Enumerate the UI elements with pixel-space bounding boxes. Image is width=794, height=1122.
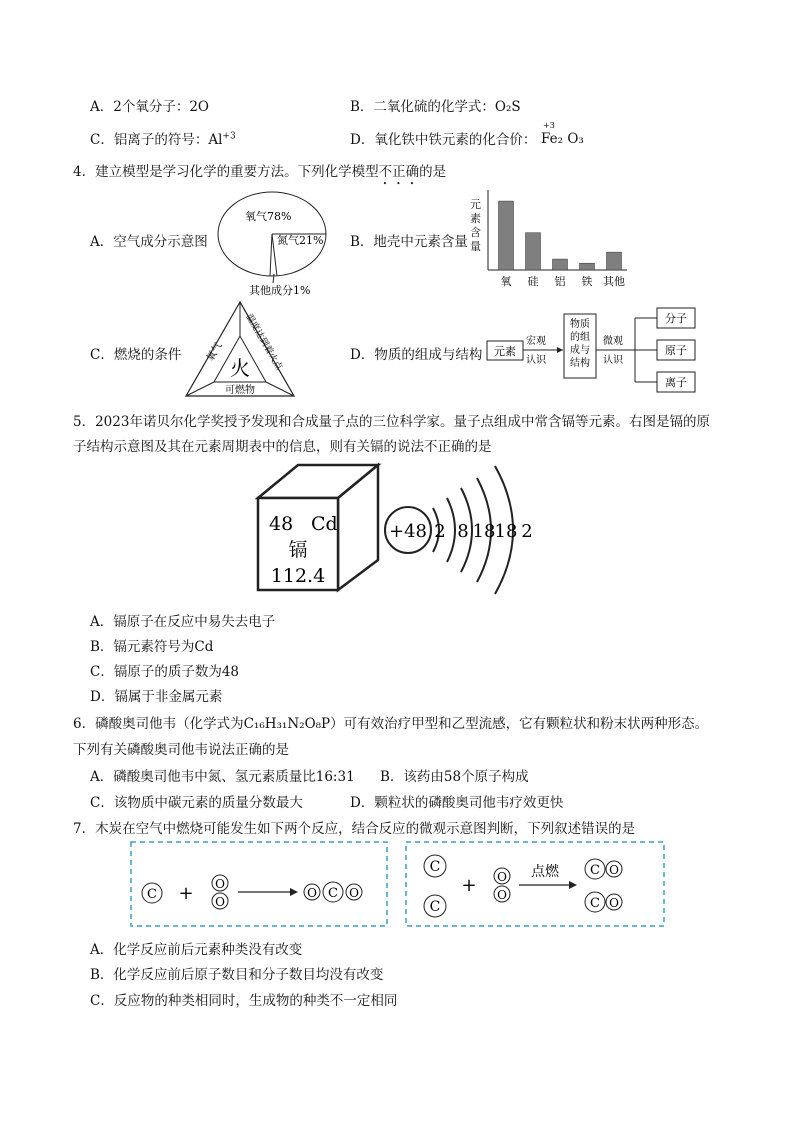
bar-tick-oxygen: 氧 bbox=[500, 275, 512, 288]
q6-stem-prefix: 6．磷酸奥司他韦（化学式为 bbox=[73, 716, 244, 732]
q6-stem-line2: 下列有关磷酸奥司他韦说法正确的是 bbox=[73, 742, 289, 758]
q4-stem-b: 的是 bbox=[419, 164, 447, 180]
q4-stem-a: 4．建立模型是学习化学的重要方法。下列化学模型 bbox=[73, 164, 379, 180]
r1-product-carbon-label: C bbox=[328, 886, 338, 901]
r1-oxygen-label-bottom: O bbox=[215, 895, 225, 909]
q3-option-c bbox=[90, 128, 236, 148]
box-molecule-label: 分子 bbox=[665, 312, 687, 325]
micro-text-1: 微观 bbox=[603, 336, 623, 347]
macro-text-1: 宏观 bbox=[526, 336, 546, 347]
bar-silicon bbox=[526, 233, 541, 270]
pie-label-nitrogen: 氮气21% bbox=[277, 234, 324, 247]
bar-aluminum bbox=[553, 259, 568, 270]
center-line-1: 物质 bbox=[570, 319, 590, 330]
bar-tick-aluminum: 铝 bbox=[554, 275, 566, 288]
r2-oxygen-label-top: O bbox=[497, 870, 507, 884]
shell-count-1: 2 bbox=[434, 521, 446, 542]
q5-option-a: A．镉原子在反应中易失去电子 bbox=[90, 614, 276, 630]
shell-count-2: 8 bbox=[457, 521, 469, 542]
q5-option-c: C．镉原子的质子数为48 bbox=[90, 664, 240, 680]
r1-product-oxygen-right-label: O bbox=[349, 886, 359, 900]
r2-oxygen-label-bottom: O bbox=[497, 888, 507, 902]
r1-carbon-label: C bbox=[147, 887, 157, 902]
shell-count-3: 18 bbox=[472, 521, 496, 542]
q4-stem-emph: 不正确 bbox=[378, 164, 420, 180]
q7-option-b: B．化学反应前后原子数目和分子数目均没有改变 bbox=[90, 967, 384, 983]
air-pie-chart bbox=[215, 190, 345, 300]
q3-option-d-sup: +3 bbox=[543, 121, 555, 130]
q5-option-b: B．镉元素符号为Cd bbox=[90, 639, 214, 655]
q6-option-a: A．磷酸奥司他韦中氮、氢元素质量比16:31 bbox=[90, 769, 355, 785]
macro-text-2: 认识 bbox=[526, 355, 546, 366]
q3-option-c-formula: Al bbox=[208, 132, 223, 148]
q6-option-c: C．该物质中碳元素的质量分数最大 bbox=[90, 795, 303, 811]
cell-atomic-number: 48 bbox=[269, 513, 294, 535]
fire-side-bottom: 可燃物 bbox=[225, 385, 255, 396]
cell-name: 镉 bbox=[288, 539, 308, 561]
r2-condition: 点燃 bbox=[531, 864, 559, 880]
q3-option-c-sup: +3 bbox=[222, 131, 236, 142]
cell-symbol: Cd bbox=[311, 513, 338, 535]
bar-oxygen bbox=[499, 201, 514, 270]
r2-carbon-label-top: C bbox=[429, 859, 441, 875]
q5-stem-line2: 子结构示意图及其在元素周期表中的信息，则有关镉的说法不正确的是 bbox=[73, 439, 492, 455]
nucleus-charge: +48 bbox=[389, 521, 427, 542]
q3-option-b bbox=[350, 95, 521, 115]
q3-option-b-prefix: B．二氧化硫的化学式： bbox=[350, 99, 495, 115]
reaction-box-1 bbox=[130, 841, 390, 929]
bar-other bbox=[607, 252, 622, 270]
shell-count-5: 2 bbox=[521, 521, 533, 542]
q4-option-a-label: A．空气成分示意图 bbox=[90, 234, 208, 250]
pie-label-other: 其他成分1% bbox=[249, 284, 311, 297]
q3-option-d bbox=[350, 128, 536, 148]
shell-arc-2 bbox=[447, 498, 455, 562]
q3-option-d-formula: Fe₂ O₃ bbox=[541, 131, 584, 147]
q3-option-c-prefix: C．铝离子的符号： bbox=[90, 132, 209, 148]
q6-stem-line1 bbox=[73, 712, 708, 732]
cadmium-figure bbox=[255, 460, 555, 600]
fire-side-right: 温度达到着火点 bbox=[243, 312, 284, 373]
r2-carbon-label-bottom: C bbox=[429, 899, 441, 915]
reaction-box-2 bbox=[405, 841, 667, 929]
q7-stem: 7．木炭在空气中燃烧可能发生如下两个反应，结合反应的微观示意图判断，下列叙述错误的是 bbox=[73, 821, 636, 837]
q5-option-d: D．镉属于非金属元素 bbox=[90, 689, 223, 705]
q6-stem-suffix: ）可有效治疗甲型和乙型流感，它有颗粒状和粉末状两种形态。 bbox=[330, 716, 709, 732]
q4-stem bbox=[73, 160, 446, 188]
micro-text-2: 认识 bbox=[603, 355, 623, 366]
q5-stem-line1: 5．2023年诺贝尔化学奖授予发现和合成量子点的三位科学家。量子点组成中常含镉等元素。右图是镉的原 bbox=[73, 414, 710, 430]
bar-tick-silicon: 硅 bbox=[527, 275, 539, 288]
fire-center: 火 bbox=[230, 356, 250, 380]
cell-mass: 112.4 bbox=[270, 565, 326, 587]
r1-oxygen-label-top: O bbox=[215, 877, 225, 891]
q7-option-c: C．反应物的种类相同时，生成物的种类不一定相同 bbox=[90, 993, 398, 1009]
bar-iron bbox=[580, 263, 595, 270]
r1-arrow-head bbox=[290, 888, 298, 896]
r2-plus: + bbox=[461, 875, 477, 896]
r1-plus: + bbox=[178, 883, 194, 904]
q3-option-b-formula: O₂S bbox=[494, 99, 521, 115]
composition-diagram bbox=[485, 304, 705, 396]
box-atom-label: 原子 bbox=[665, 344, 687, 357]
r2-product1-oxygen-label: O bbox=[609, 863, 619, 877]
center-line-4: 结构 bbox=[570, 358, 590, 369]
r2-arrow-head bbox=[569, 881, 577, 889]
center-line-3: 成与 bbox=[570, 345, 590, 356]
q6-option-d: D．颗粒状的磷酸奥司他韦疗效更快 bbox=[350, 795, 564, 811]
q4-option-c-label: C．燃烧的条件 bbox=[90, 347, 182, 363]
q4-option-b-label: B．地壳中元素含量 bbox=[350, 234, 468, 250]
fire-side-left: 氧气 bbox=[205, 340, 225, 364]
r1-product-oxygen-left-label: O bbox=[307, 886, 317, 900]
r2-product2-oxygen-label: O bbox=[609, 896, 619, 910]
reaction-box-2-border bbox=[406, 842, 664, 926]
reaction-box-1-border bbox=[131, 842, 387, 926]
box-ion-label: 离子 bbox=[665, 376, 687, 389]
center-line-2: 的组 bbox=[570, 332, 590, 343]
crust-bar-chart bbox=[485, 188, 635, 290]
q3-option-d-prefix: D．氧化铁中铁元素的化合价： bbox=[350, 132, 537, 148]
arrow-macro-head bbox=[557, 347, 563, 353]
q6-option-b: B．该药由58个原子构成 bbox=[380, 769, 529, 785]
box-element-label: 元素 bbox=[494, 345, 516, 358]
bar-tick-iron: 铁 bbox=[581, 275, 593, 288]
r2-product1-carbon-label: C bbox=[590, 863, 600, 878]
q3-option-a: A．2个氧分子：2O bbox=[90, 99, 209, 115]
q4-option-d-label: D．物质的组成与结构 bbox=[350, 347, 483, 363]
bar-tick-other: 其他 bbox=[603, 275, 625, 288]
shell-count-4: 18 bbox=[494, 521, 518, 542]
q7-option-a: A．化学反应前后元素种类没有改变 bbox=[90, 942, 303, 958]
pie-label-oxygen: 氧气78% bbox=[245, 210, 292, 223]
bar-ylabel: 元素含量 bbox=[470, 198, 481, 253]
fire-triangle bbox=[180, 298, 300, 400]
r2-product2-carbon-label: C bbox=[590, 896, 600, 911]
q6-formula: C₁₆H₃₁N₂O₈P bbox=[243, 716, 331, 732]
